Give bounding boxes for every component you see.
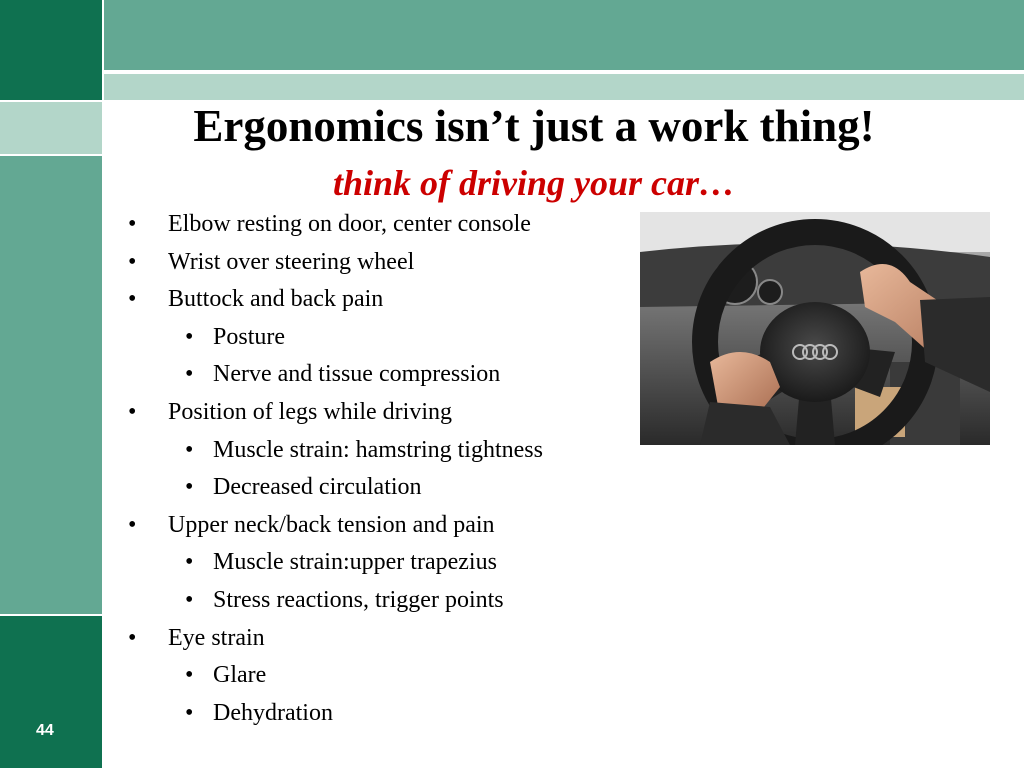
bullet-item bbox=[128, 281, 628, 319]
bullet-dot-icon: • bbox=[185, 662, 194, 689]
decor-block-mid bbox=[0, 156, 102, 614]
bullet-item bbox=[128, 356, 628, 394]
bullet-text: Nerve and tissue compression bbox=[213, 361, 501, 388]
bullet-text: Upper neck/back tension and pain bbox=[168, 511, 495, 538]
bullet-item bbox=[128, 469, 628, 507]
bullet-item bbox=[128, 544, 628, 582]
bullet-item bbox=[128, 394, 628, 432]
bullet-text: Posture bbox=[213, 323, 285, 350]
bullet-dot-icon: • bbox=[128, 248, 137, 275]
slide-title: Ergonomics isn’t just a work thing! bbox=[193, 101, 875, 151]
slide-subtitle: think of driving your car… bbox=[332, 163, 736, 203]
bullet-list bbox=[128, 206, 628, 732]
decor-block-dark-top bbox=[0, 0, 102, 100]
bullet-text: Dehydration bbox=[213, 699, 333, 726]
bullet-item bbox=[128, 582, 628, 620]
bullet-text: Glare bbox=[213, 662, 267, 689]
bullet-text: Stress reactions, trigger points bbox=[213, 586, 504, 613]
bullet-dot-icon: • bbox=[185, 361, 194, 388]
bullet-text: Wrist over steering wheel bbox=[168, 248, 415, 275]
decor-block-light bbox=[0, 102, 102, 154]
bullet-dot-icon: • bbox=[185, 474, 194, 501]
bullet-item bbox=[128, 507, 628, 545]
top-band-mid bbox=[104, 0, 1024, 70]
bullet-text: Decreased circulation bbox=[213, 474, 422, 501]
bullet-item bbox=[128, 319, 628, 357]
bullet-item bbox=[128, 244, 628, 282]
bullet-item bbox=[128, 432, 628, 470]
bullet-text: Position of legs while driving bbox=[168, 398, 452, 425]
bullet-text: Eye strain bbox=[168, 624, 265, 651]
bullet-dot-icon: • bbox=[185, 586, 194, 613]
bullet-item bbox=[128, 695, 628, 733]
bullet-item bbox=[128, 657, 628, 695]
decor-block-dark-bottom bbox=[0, 616, 102, 768]
bullet-dot-icon: • bbox=[128, 511, 137, 538]
steering-wheel-photo-icon bbox=[640, 212, 990, 445]
bullet-dot-icon: • bbox=[185, 436, 194, 463]
bullet-dot-icon: • bbox=[185, 323, 194, 350]
bullet-item bbox=[128, 620, 628, 658]
bullet-dot-icon: • bbox=[128, 211, 137, 237]
bullet-item bbox=[128, 206, 628, 244]
bullet-text: Buttock and back pain bbox=[168, 286, 384, 313]
bullet-dot-icon: • bbox=[185, 549, 194, 576]
bullet-text: Muscle strain: hamstring tightness bbox=[213, 436, 543, 463]
bullet-dot-icon: • bbox=[128, 624, 137, 651]
page-number: 44 bbox=[36, 722, 54, 739]
top-band-light bbox=[104, 74, 1024, 100]
bullet-text: Elbow resting on door, center console bbox=[168, 211, 531, 237]
bullet-dot-icon: • bbox=[128, 286, 137, 313]
bullet-dot-icon: • bbox=[128, 398, 137, 425]
bullet-dot-icon: • bbox=[185, 699, 194, 726]
bullet-text: Muscle strain:upper trapezius bbox=[213, 549, 497, 576]
